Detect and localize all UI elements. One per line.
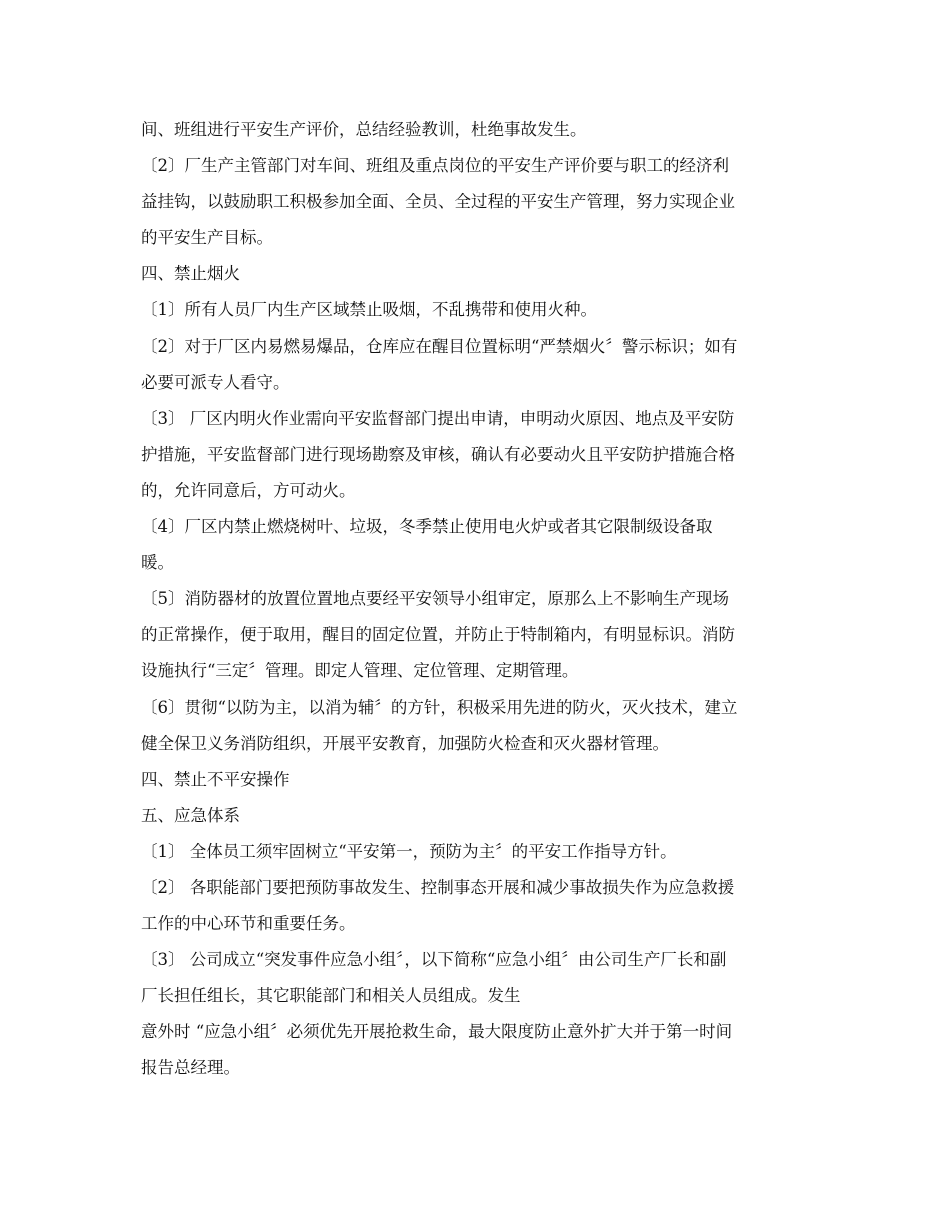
section-heading: 四、禁止烟火 — [141, 264, 240, 284]
text-line: 〔4〕厂区内禁止燃烧树叶、垃圾，冬季禁止使用电火炉或者其它限制级设备取 — [141, 517, 713, 537]
text-line: 的正常操作，便于取用，醒目的固定位置，并防止于特制箱内，有明显标识。消防 — [141, 625, 735, 645]
text-line: 〔3〕 厂区内明火作业需向平安监督部门提出申请，申明动火原因、地点及平安防 — [141, 408, 735, 428]
text-line: 〔2〕厂生产主管部门对车间、班组及重点岗位的平安生产评价要与职工的经济利 — [141, 156, 729, 176]
text-line: 健全保卫义务消防组织，开展平安教育，加强防火检查和灭火器材管理。 — [141, 733, 669, 753]
text-line: 设施执行“三定〞管理。即定人管理、定位管理、定期管理。 — [141, 661, 579, 681]
text-line: 的，允许同意后，方可动火。 — [141, 480, 356, 500]
text-line: 的平安生产目标。 — [141, 228, 273, 248]
text-line: 护措施，平安监督部门进行现场勘察及审核，确认有必要动火且平安防护措施合格 — [141, 444, 735, 464]
document-body — [141, 112, 821, 1087]
text-line: 〔5〕消防器材的放置位置地点要经平安领导小组审定，原那么上不影响生产现场 — [141, 589, 729, 609]
text-line: 意外时 “应急小组〞必须优先开展抢救生命，最大限度防止意外扩大并于第一时间 — [141, 1022, 733, 1042]
text-line: 厂长担任组长，其它职能部门和相关人员组成。发生 — [141, 986, 521, 1006]
text-line: 〔3〕 公司成立“突发事件应急小组〞，以下简称“应急小组〞由公司生产厂长和副 — [141, 950, 727, 970]
section-heading: 四、禁止不平安操作 — [141, 769, 290, 789]
text-line: 暖。 — [141, 553, 174, 573]
text-line: 间、班组进行平安生产评价，总结经验教训，杜绝事故发生。 — [141, 120, 587, 139]
text-line: 〔6〕贯彻“以防为主，以消为辅〞的方针，积极采用先进的防火，灭火技术，建立 — [141, 697, 738, 717]
text-line: 益挂钩，以鼓励职工积极参加全面、全员、全过程的平安生产管理，努力实现企业 — [141, 192, 735, 212]
text-line: 报告总经理。 — [141, 1058, 240, 1078]
section-heading: 五、应急体系 — [141, 805, 240, 825]
text-line: 工作的中心环节和重要任务。 — [141, 914, 356, 934]
text-line: 〔1〕 全体员工须牢固树立“平安第一，预防为主〞的平安工作指导方针。 — [141, 841, 677, 861]
text-line: 〔2〕对于厂区内易燃易爆品，仓库应在醒目位置标明“严禁烟火〞警示标识；如有 — [141, 336, 738, 356]
text-line: 〔1〕所有人员厂内生产区域禁止吸烟，不乱携带和使用火种。 — [141, 300, 597, 320]
text-line: 必要可派专人看守。 — [141, 372, 290, 392]
text-line: 〔2〕 各职能部门要把预防事故发生、控制事态开展和减少事故损失作为应急救援 — [141, 877, 735, 897]
